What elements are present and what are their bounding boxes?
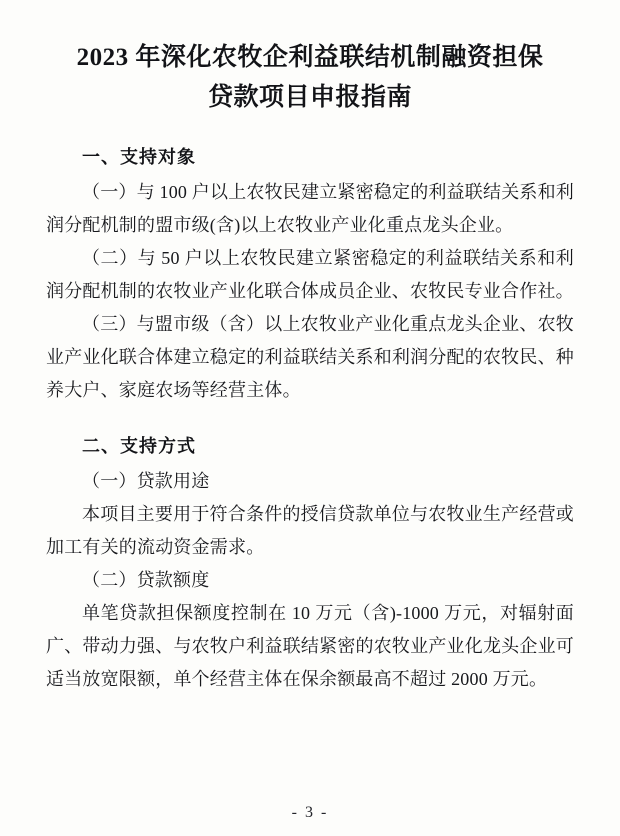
- paragraph-target-3: （三）与盟市级（含）以上农牧业产业化重点龙头企业、农牧业产业化联合体建立稳定的利益联结关系和利润分配的农牧民、种养大户、家庭农场等经营主体。: [46, 314, 574, 400]
- page-title-line-1: 2023 年深化农牧企利益联结机制融资担保: [76, 44, 544, 71]
- section-heading-support-targets: 一、支持对象: [82, 147, 196, 167]
- page-number: - 3 -: [291, 804, 329, 821]
- subheading-loan-amount: （二）贷款额度: [82, 570, 210, 590]
- page-title: [46, 38, 574, 118]
- subheading-loan-purpose: （一）贷款用途: [82, 471, 210, 491]
- page-title-line-2: 贷款项目申报指南: [207, 84, 412, 111]
- paragraph-target-2: （二）与 50 户以上农牧民建立紧密稳定的利益联结关系和利润分配机制的农牧业产业化联合体成员企业、农牧民专业合作社。: [46, 248, 574, 301]
- section-heading-support-methods: 二、支持方式: [82, 436, 196, 456]
- paragraph-loan-purpose: 本项目主要用于符合条件的授信贷款单位与农牧业生产经营或加工有关的流动资金需求。: [46, 504, 574, 557]
- paragraph-loan-amount: 单笔贷款担保额度控制在 10 万元（含)-1000 万元，对辐射面广、带动力强、与农牧户利益联结紧密的农牧业产业化龙头企业可适当放宽限额，单个经营主体在保余额最高不超过 2000 万元。: [46, 603, 574, 689]
- paragraph-target-1: （一）与 100 户以上农牧民建立紧密稳定的利益联结关系和利润分配机制的盟市级(含)以上农牧业产业化重点龙头企业。: [46, 182, 574, 235]
